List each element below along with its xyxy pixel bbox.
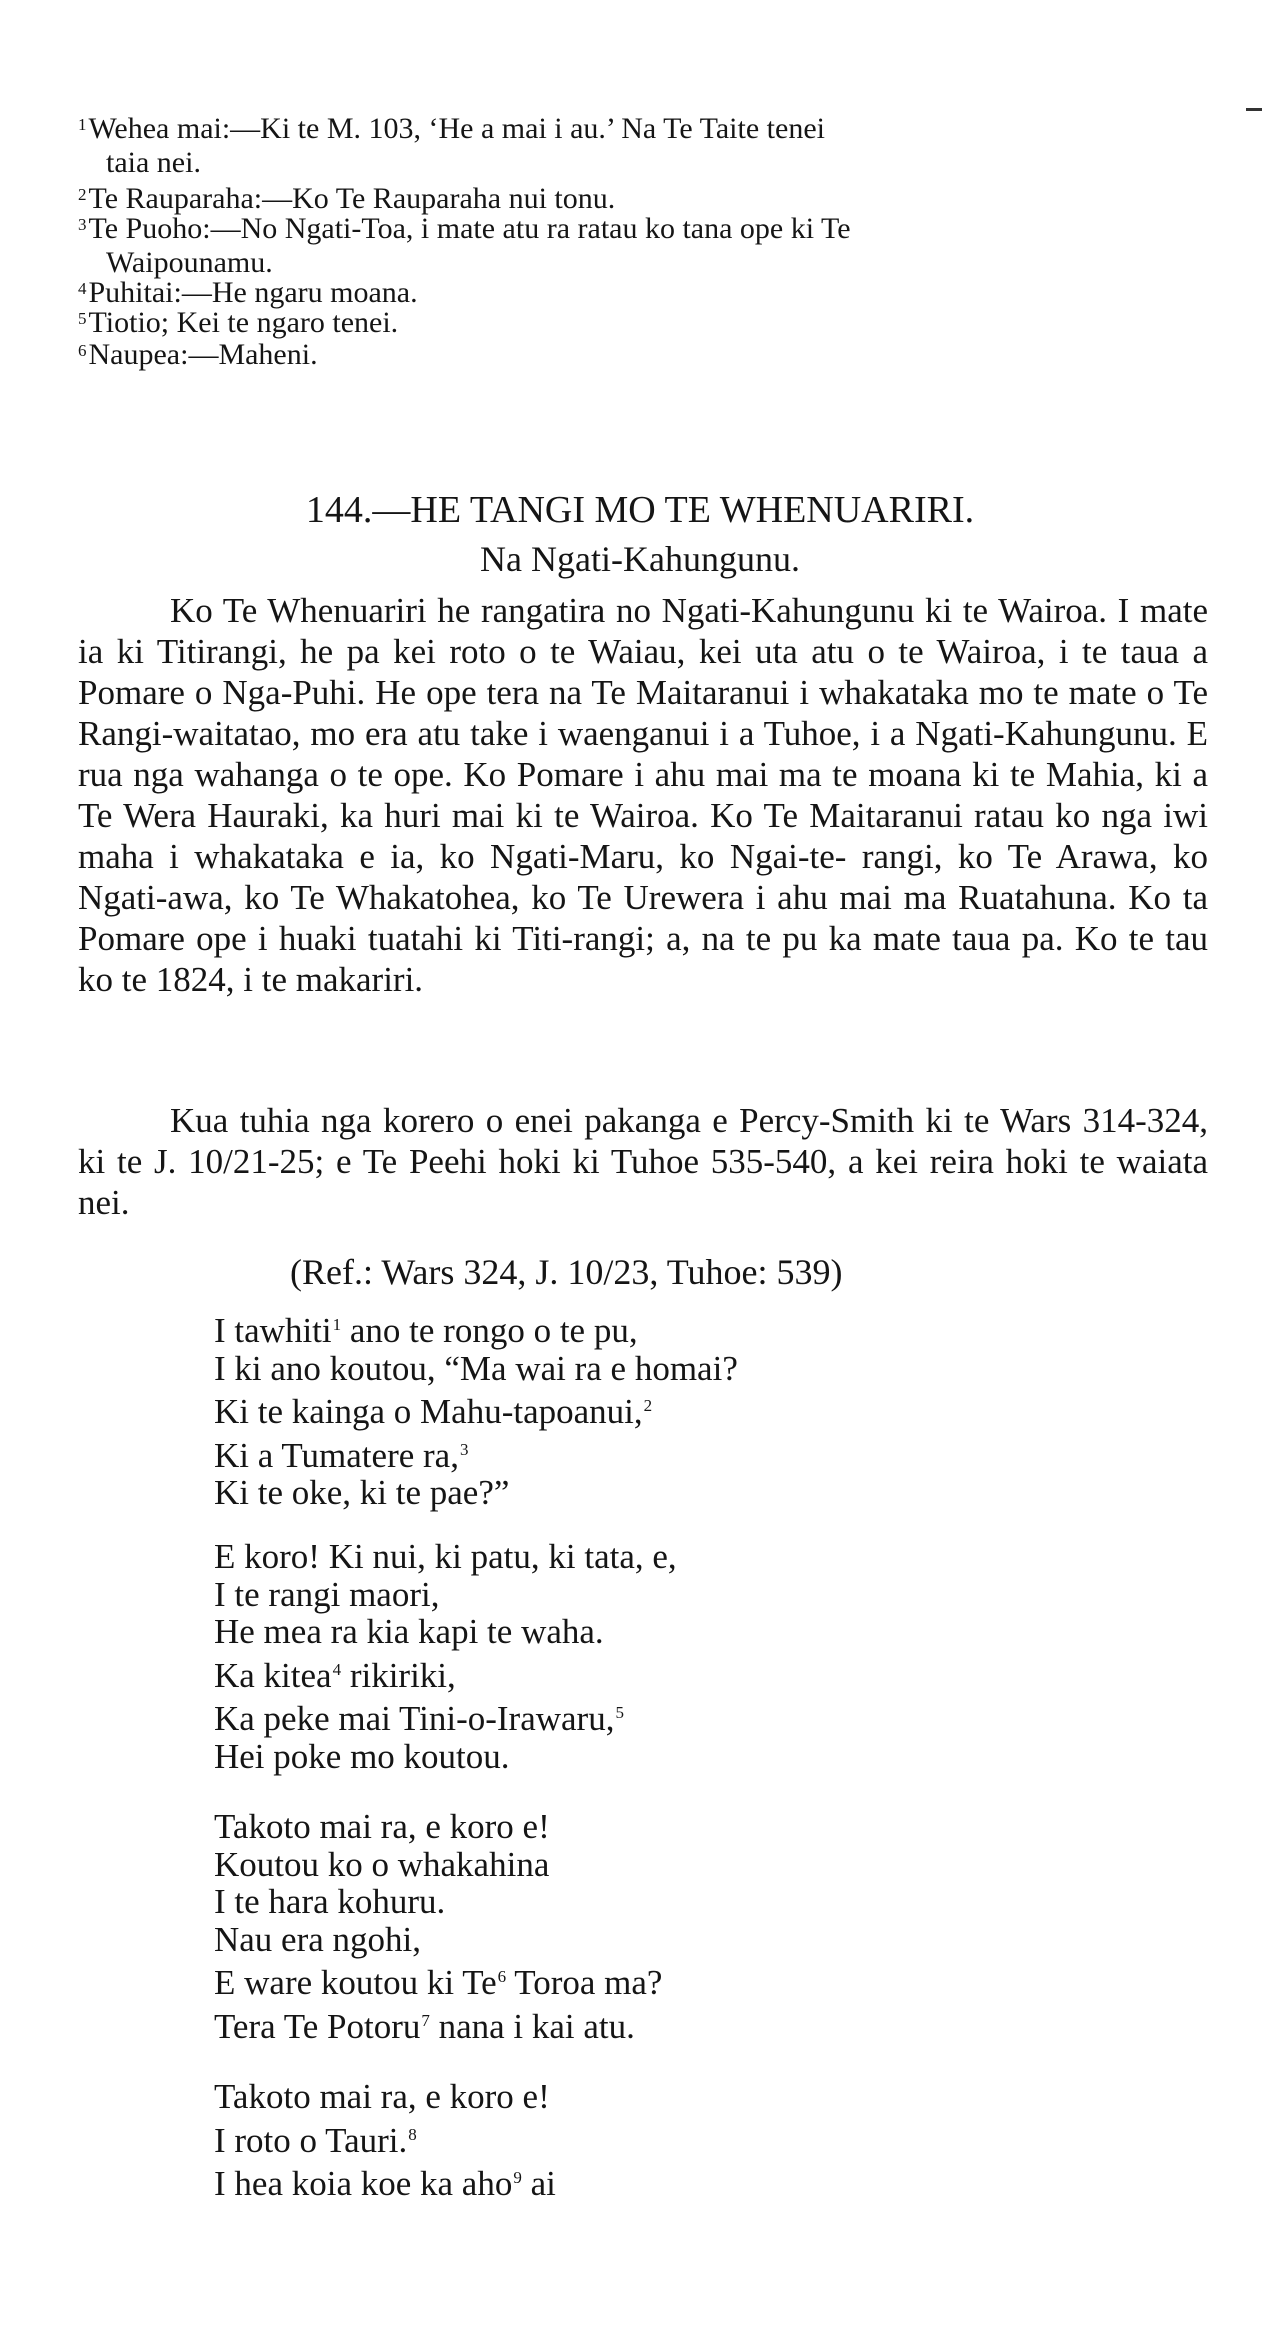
verse-line: I ki ano koutou, “Ma wai ra e homai? — [214, 1348, 738, 1388]
song-subtitle: Na Ngati-Kahungunu. — [480, 539, 800, 579]
reference-line: (Ref.: Wars 324, J. 10/23, Tuhoe: 539) — [290, 1252, 843, 1292]
footnote-5: $^5$Tiotio; Kei te ngaro tenei. — [78, 306, 399, 339]
footnote-3: $^3$Te Puoho:—No Ngati-Toa, i mate atu ra ratau ko tana ope ki Te Waipounamu. — [78, 212, 851, 279]
sources-paragraph: Kua tuhia nga korero o enei pakanga e Percy-Smith ki te Wars 314-324, ki te J. 10/21-25; e Te Peehi hoki ki Tuhoe 535-540, a kei reira hoki te waiata nei. — [78, 1101, 1208, 1222]
verse-line: I te rangi maori, — [214, 1574, 440, 1614]
verse-line: He mea ra kia kapi te waha. — [214, 1612, 604, 1651]
verse-line: Tera Te Potoru$^7$ nana i kai atu. — [214, 2006, 635, 2046]
verse-line: Ki te kainga o Mahu-tapoanui,$^2$ — [214, 1392, 653, 1431]
verse-line: Hei poke mo koutou. — [214, 1736, 510, 1776]
verse-line: I roto o Tauri.$^8$ — [214, 2120, 417, 2160]
footnote-4: $^4$Puhitai:—He ngaru moana. — [78, 276, 418, 309]
verse-line: Takoto mai ra, e koro e! — [214, 1807, 550, 1846]
stanza-3 — [214, 1808, 662, 2045]
verse-line: E ware koutou ki Te$^6$ Toroa ma? — [214, 1963, 663, 2002]
verse-line: I hea koia koe ka aho$^9$ ai — [214, 2164, 556, 2203]
verse-line: Takoto mai ra, e koro e! — [214, 2077, 550, 2116]
footnote-1: $^1$Wehea mai:—Ki te M. 103, ‘He a mai i au.’ Na Te Taite tenei taia nei. — [78, 112, 825, 179]
song-title: 144.—HE TANGI MO TE WHENUARIRI. — [305, 489, 975, 531]
verse-line: Ka peke mai Tini-o-Irawaru,$^5$ — [214, 1699, 624, 1738]
footnote-2: $^2$Te Rauparaha:—Ko Te Rauparaha nui tonu. — [78, 182, 616, 215]
stanza-2 — [214, 1538, 677, 1775]
verse-line: Ki a Tumatere ra,$^3$ — [214, 1435, 469, 1475]
stanza-4 — [214, 2078, 556, 2203]
verse-line: I tawhiti$^1$ ano te rongo o te pu, — [214, 1311, 638, 1350]
verse-line: E koro! Ki nui, ki patu, ki tata, e, — [214, 1537, 677, 1576]
verse-line: I te hara kohuru. — [214, 1882, 446, 1921]
verse-line: Ka kitea$^4$ rikiriki, — [214, 1655, 456, 1695]
intro-paragraph: Ko Te Whenuariri he rangatira no Ngati-Kahungunu ki te Wairoa. I mate ia ki Titirangi, he pa kei roto o te Waiau, kei uta atu o te Wairoa, i te taua a Pomare o Nga-Puhi. He ope tera na Te Maitaranui i whakataka mo te mate o Te Rangi-waitatao, mo era atu take i waenganui i a Tuhoe, i a Ngati-Kahungunu. E rua nga wahanga o te ope. Ko Pomare i ahu mai ma te moana ki te Mahia, ki a Te Wera Hauraki, ka huri mai ki te Wairoa. Ko Te Maitaranui ratau ko nga iwi maha i whakataka e ia, ko Ngati-Maru, ko Ngai-te- rangi, ko Te Arawa, ko Ngati-awa, ko Te Whakatohea, ko Te Urewera i ahu mai ma Ruatahuna. Ko ta Pomare ope i huaki tuatahi ki Titi-rangi; a, na te pu ka mate taua pa. Ko te tau ko te 1824, i te makariri. — [78, 591, 1208, 999]
verse-line: Ki te oke, ki te pae?” — [214, 1473, 510, 1512]
footnote-6: $^6$Naupea:—Maheni. — [78, 338, 318, 371]
stanza-1 — [214, 1306, 738, 1512]
verse-line: Nau era ngohi, — [214, 1919, 422, 1959]
verse-line: Koutou ko o whakahina — [214, 1844, 550, 1884]
margin-mark — [1246, 108, 1262, 111]
